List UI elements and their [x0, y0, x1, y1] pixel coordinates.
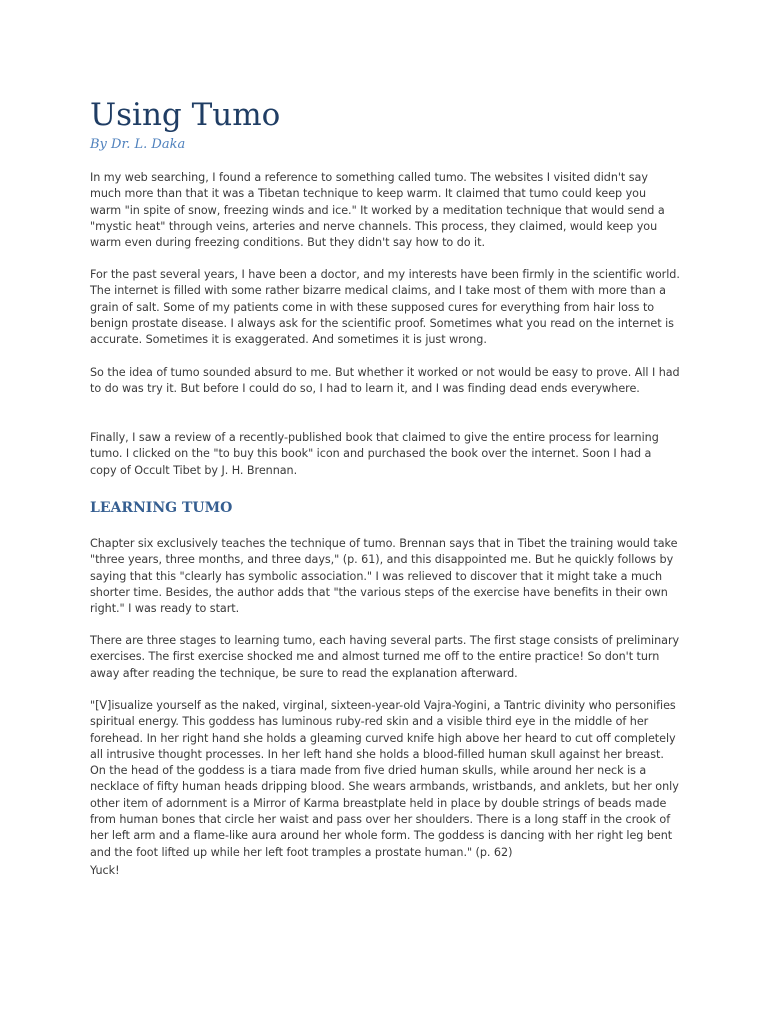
paragraph-three-stages: There are three stages to learning tumo, each having several parts. The first stage consists of preliminary exercises. The first exercise shocked me and almost turned me off to the entire practice! So don't turn away after reading the technique, be sure to read the explanation afterward. [90, 634, 680, 680]
block-quote-visualization: "[V]isualize yourself as the naked, virginal, sixteen-year-old Vajra-Yogini, a Tantric divinity who personifies spiritual energy. This goddess has luminous ruby-red skin and a visible third eye in the middle of her forehead. In her right hand she holds a gleaming curved knife high above her heard to cut off completely all intrusive thought processes. In her left hand she holds a blood-filled human skull against her breast. On the head of the goddess is a tiara made from five dried human skulls, while around her neck is a necklace of fifty human heads dripping blood. She wears armbands, wristbands, and anklets, but her only other item of adornment is a Mirror of Karma breastplate held in place by double strings of beads made from human bones that circle her waist and pass over her shoulders. There is a long staff in the crook of her left arm and a flame-like aura around her whole form. The goddess is dancing with her right leg bent and the foot lifted up while her left foot tramples a prostate human." (p. 62) [90, 699, 679, 859]
paragraph-chapter-six: Chapter six exclusively teaches the technique of tumo. Brennan says that in Tibet the training would take "three years, three months, and three days," (p. 61), and this disappointed me. But he quickly follows by saying that this "clearly has symbolic association." I was relieved to discover that it might take a much shorter time. Besides, the author adds that "the various steps of the exercise have benefits in their own right." I was ready to start. [90, 537, 678, 616]
paragraph-intro: In my web searching, I found a reference to something called tumo. The websites I visited didn't say much more than that it was a Tibetan technique to keep warm. It claimed that tumo could keep you warm "in spite of snow, freezing winds and ice." It worked by a meditation technique that would send a "mystic heat" through veins, arteries and nerve channels. This process, they claimed, would keep you warm even during freezing conditions. But they didn't say how to do it. [90, 171, 665, 250]
paragraph-book-found: Finally, I saw a review of a recently-published book that claimed to give the entire process for learning tumo. I clicked on the "to buy this book" icon and purchased the book over the internet. Soon I had a copy of Occult Tibet by J. H. Brennan. [90, 431, 659, 477]
paragraph-doctor-background: For the past several years, I have been a doctor, and my interests have been firmly in the scientific world. The internet is filled with some rather bizarre medical claims, and I take most of them with more than a grain of salt. Some of my patients come in with these supposed cures for everything from hair loss to benign prostate disease. I always ask for the scientific proof. Sometimes what you read on the internet is accurate. Sometimes it is exaggerated. And sometimes it is just wrong. [90, 268, 680, 347]
document-title: Using Tumo [90, 97, 281, 133]
section-heading-learning-tumo: LEARNING TUMO [90, 500, 233, 516]
author-byline: By Dr. L. Daka [90, 137, 186, 152]
paragraph-absurd-idea: So the idea of tumo sounded absurd to me. But whether it worked or not would be easy to prove. All I had to do was try it. But before I could do so, I had to learn it, and I was finding dead ends everywhere. [90, 366, 680, 396]
paragraph-yuck: Yuck! [90, 864, 120, 877]
